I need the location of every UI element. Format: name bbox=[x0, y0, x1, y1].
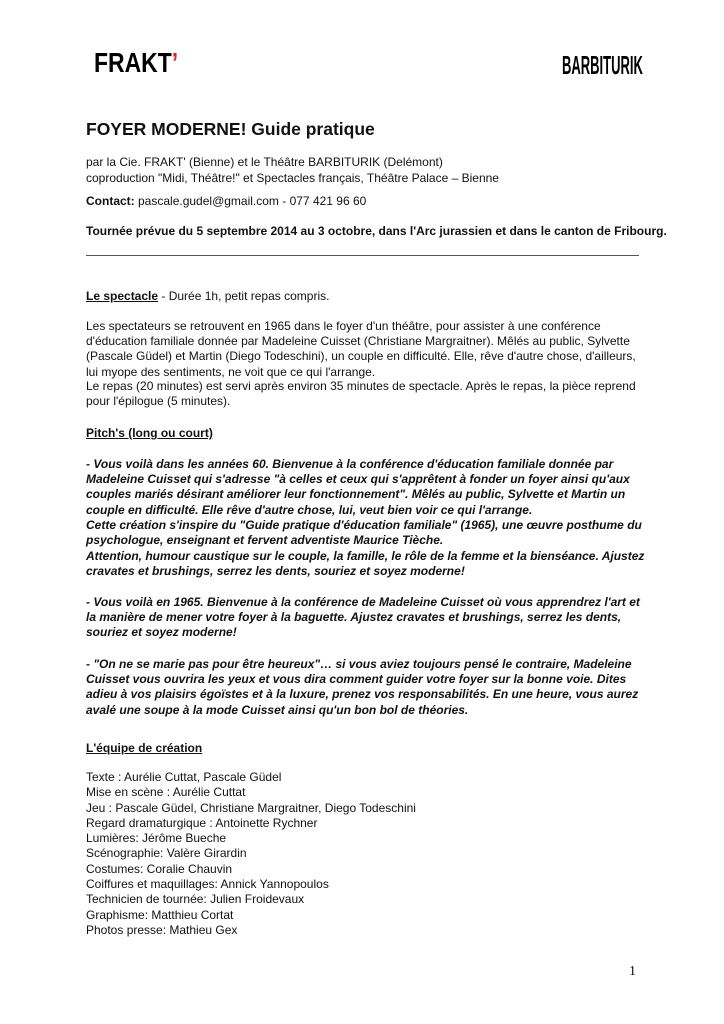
pitch-long-2: Cette création s'inspire du "Guide pratique d'éducation familiale" (1965), une œuvre posthume du psychologue, enseignant et fervent adventiste Maurice Tièche. bbox=[86, 518, 642, 548]
tour-dates: Tournée prévue du 5 septembre 2014 au 3 octobre, dans l'Arc jurassien et dans le canton de Fribourg. bbox=[86, 224, 667, 238]
spectacle-paragraph-1: Les spectateurs se retrouvent en 1965 dans le foyer d'un théâtre, pour assister à une conférence d'éducation familiale donnée par Madeleine Cuisset (Christiane Margraitner). Mêlés au public, Sylvette (Pascale Güdel) et Martin (Diego Todeschini), un couple en difficulté. Elle, rêve d'autre chose, d'ailleurs, lui myope des sentiments, ne voit que ce qui l'arrange. bbox=[86, 319, 636, 379]
team-item-makeup: Coiffures et maquillages: Annick Yannopoulos bbox=[86, 877, 329, 892]
spectacle-heading: Le spectacle bbox=[86, 289, 159, 303]
team-item-cast: Jeu : Pascale Güdel, Christiane Margraitner, Diego Todeschini bbox=[86, 800, 416, 815]
team-item-text: Texte : Aurélie Cuttat, Pascale Güdel bbox=[86, 770, 282, 784]
spectacle-heading-line bbox=[86, 289, 646, 304]
contact-line bbox=[86, 194, 366, 208]
team-item-technician: Technicien de tournée: Julien Froidevaux bbox=[86, 892, 305, 907]
credits-line-1: par la Cie. FRAKT' (Bienne) et le Théâtre BARBITURIK (Delémont) bbox=[86, 155, 443, 169]
frakt-logo-accent: ’ bbox=[171, 47, 179, 78]
frakt-logo bbox=[94, 47, 178, 79]
team-item-dramaturgy: Regard dramaturgique : Antoinette Rychner bbox=[86, 815, 318, 830]
team-item-direction: Mise en scène : Aurélie Cuttat bbox=[86, 785, 246, 800]
team-item-photos: Photos presse: Mathieu Gex bbox=[86, 922, 238, 937]
team-item-costumes: Costumes: Coralie Chauvin bbox=[86, 861, 233, 876]
team-item-lighting: Lumières: Jérôme Bueche bbox=[86, 831, 227, 846]
pitch-heading: Pitch's (long ou court) bbox=[86, 426, 213, 440]
contact-label: Contact: bbox=[86, 194, 135, 208]
team-item-graphics: Graphisme: Matthieu Cortat bbox=[86, 907, 234, 922]
pitch-long-1: - Vous voilà dans les années 60. Bienvenue à la conférence d'éducation familiale donnée par Madeleine Cuisset qui s'adresse "à celles et ceux qui s'apprêtent à fonder un foyer ainsi qu'aux couples mariés désirant améliorer leur fonctionnement". Mêlés au public, Sylvette et Martin un couple en difficulté. Elle rêve d'autre chose, lui, veut bien voir ce qui l'arrange. bbox=[86, 457, 630, 517]
horizontal-divider bbox=[86, 255, 639, 256]
contact-value: pascale.gudel@gmail.com - 077 421 96 60 bbox=[134, 194, 367, 208]
page-title: FOYER MODERNE! Guide pratique bbox=[86, 119, 375, 139]
team-item-scenography: Scénographie: Valère Girardin bbox=[86, 846, 247, 861]
pitch-short: - Vous voilà en 1965. Bienvenue à la conférence de Madeleine Cuisset où vous apprendrez l'art et la manière de mener votre foyer à la baguette. Ajustez cravates et brushings, serrez les dents, souriez et soyez moderne! bbox=[86, 595, 640, 640]
barbiturik-logo: BARBITURIK bbox=[562, 50, 643, 80]
frakt-logo-text: FRAKT bbox=[94, 47, 172, 78]
team-heading: L'équipe de création bbox=[86, 741, 203, 755]
spectacle-paragraph-2: Le repas (20 minutes) est servi après environ 35 minutes de spectacle. Après le repas, la pièce reprend pour l'épilogue (5 minutes). bbox=[86, 379, 636, 409]
credits-line-2: coproduction "Midi, Théâtre!" et Spectacles français, Théâtre Palace – Bienne bbox=[86, 171, 499, 185]
spectacle-duration: - Durée 1h, petit repas compris. bbox=[158, 289, 330, 303]
pitch-long-3: Attention, humour caustique sur le couple, la famille, le rôle de la femme et la bienséance. Ajustez cravates et brushings, serrez les dents, souriez et soyez moderne! bbox=[86, 549, 645, 579]
page-number: 1 bbox=[629, 964, 636, 979]
team-list bbox=[86, 770, 416, 938]
pitch-alternative: - "On ne se marie pas pour être heureux"… si vous aviez toujours pensé le contraire, Madeleine Cuisset vous ouvrira les yeux et vous dira comment guider votre foyer sur la bonne voie. Dites adieu à vos plaisirs égoïstes et à la luxure, prenez vos responsabilités. En une heure, vous aurez avalé une soupe à la mode Cuisset ainsi qu'un bon bol de théories. bbox=[86, 657, 639, 717]
